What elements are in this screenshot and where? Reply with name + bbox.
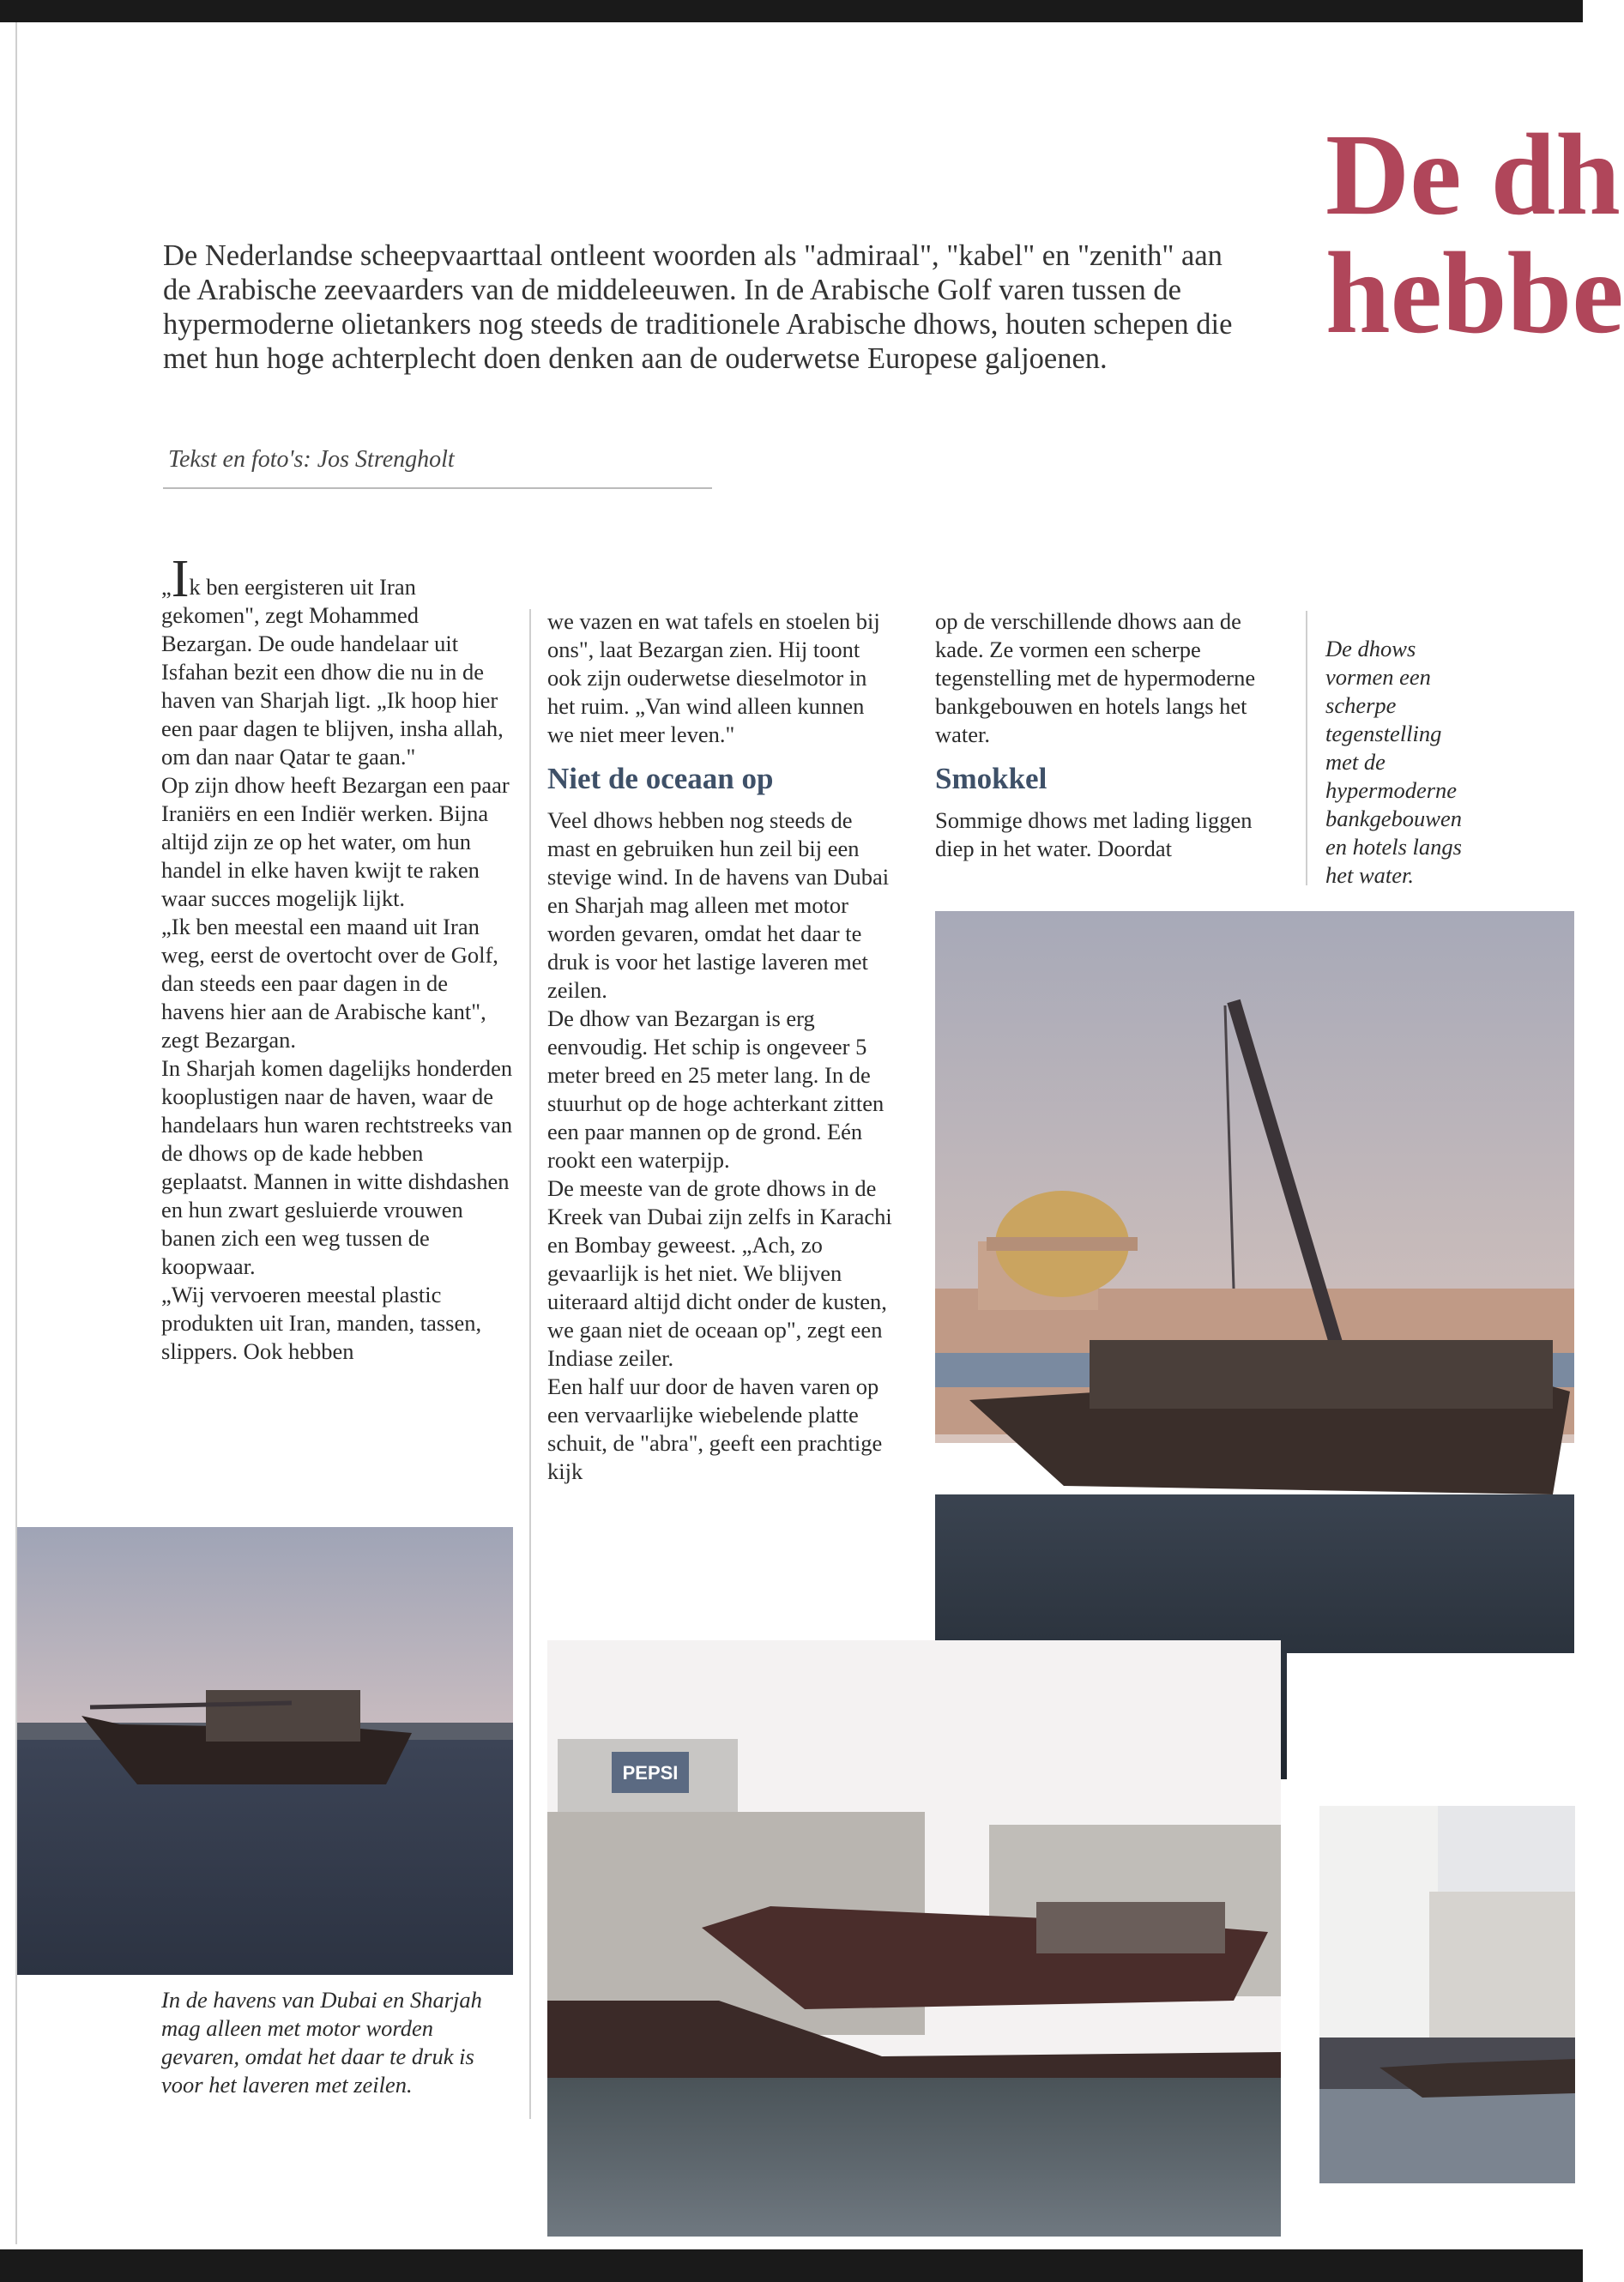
column-1 [161, 550, 515, 1366]
headline-line-2: hebbe [1325, 229, 1624, 358]
paragraph: „Ik ben meestal een maand uit Iran weg, eerst de overtocht over de Golf, dan steeds een paar dagen in de havens hier aan de Arabische kant", zegt Bezargan. [161, 914, 498, 1053]
bottom-border [0, 2249, 1583, 2282]
photo-dhow-sea [17, 1527, 513, 1975]
column-2 [547, 607, 896, 1486]
paragraph: op de verschillende dhows aan de kade. Ze vormen een scherpe tegenstelling met de hypermoderne bankgebouwen en hotels langs het water. [935, 608, 1256, 747]
drop-cap: I [171, 550, 190, 608]
column-3 [935, 607, 1283, 863]
first-paragraph [161, 550, 515, 771]
column-separator [529, 609, 531, 2119]
first-paragraph-text: k ben eergisteren uit Iran gekomen", zegt Mohammed Bezargan. De oude handelaar uit Isfahan bezit een dhow die nu in de haven van Sharjah ligt. „Ik hoop hier een paar dagen te blijven, insha allah, om dan naar Qatar te gaan." [161, 574, 504, 770]
paragraph: we vazen en wat tafels en stoelen bij ons", laat Bezargan zien. Hij toont ook zijn ouderwetse dieselmotor in het ruim. „Van wind alleen kunnen we niet meer leven." [547, 608, 880, 747]
photo-dhows-buildings [547, 1640, 1281, 2237]
photo-hotels-image [1319, 1806, 1575, 2183]
headline-line-1: De dh [1325, 111, 1621, 239]
opening-quote: „ [161, 574, 172, 600]
pepsi-sign-text: PEPSI [622, 1762, 679, 1784]
photo-dhow-sea-image [17, 1527, 513, 1975]
paragraph: Veel dhows hebben nog steeds de mast en gebruiken hun zeil bij een stevige wind. In de havens van Dubai en Sharjah mag alleen met motor worden gevaren, omdat het daar te druk is voor het lastige laveren met zeilen. [547, 807, 890, 1003]
paragraph: De dhow van Bezargan is erg eenvoudig. Het schip is ongeveer 5 meter breed en 25 meter lang. In de stuurhut op de hoge achterkant zitten een paar mannen op de grond. Eén rookt een waterpijp. [547, 1005, 884, 1173]
byline: Tekst en foto's: Jos Strengholt [168, 446, 455, 473]
paragraph: Sommige dhows met lading liggen diep in het water. Doordat [935, 807, 1253, 861]
paragraph: Op zijn dhow heeft Bezargan een paar Iraniërs en een Indiër werken. Bijna altijd zijn ze op het water, om hun handel in elke haven kwijt te raken waar succes mogelijk lijkt. [161, 772, 510, 911]
paragraph: „Wij vervoeren meestal plastic produkten uit Iran, manden, tassen, slippers. Ook hebben [161, 1282, 482, 1364]
paragraph: De meeste van de grote dhows in de Kreek van Dubai zijn zelfs in Karachi en Bombay geweest. „Ach, zo gevaarlijk is het niet. We blijven uiteraard altijd dicht onder de kusten, we gaan niet de oceaan op", zegt een Indiase zeiler. [547, 1175, 892, 1371]
pull-quote-separator [1306, 611, 1307, 885]
paragraph: In Sharjah komen dagelijks honderden kooplustigen naar de haven, waar de handelaars hun waren rechtstreeks van de dhows op de kade hebben geplaatst. Mannen in witte dishdashen en hun zwart gesluierde vrouwen banen zich een weg tussen de koopwaar. [161, 1055, 513, 1279]
top-border [0, 0, 1583, 22]
photo-caption-left: In de havens van Dubai en Sharjah mag alleen met motor worden gevaren, omdat het daar te druk is voor het laveren met zeilen. [161, 1987, 482, 2098]
subhead-niet-de-oceaan-op: Niet de oceaan op [547, 762, 774, 795]
paragraph: Een half uur door de haven varen op een vervaarlijke wiebelende platte schuit, de "abra", geeft een prachtige kijk [547, 1373, 883, 1484]
pull-quote: De dhows vormen een scherpe tegenstelling met de hypermoderne bankgebouwen en hotels langs het water. [1325, 636, 1462, 888]
photo-dhows-buildings-image [547, 1640, 1281, 2237]
headline [1325, 111, 1624, 358]
photo-hotels [1319, 1806, 1575, 2183]
intro-paragraph: De Nederlandse scheepvaarttaal ontleent woorden als "admiraal", "kabel" en "zenith" aan de Arabische zeevaarders van de middeleeuwen. In de Arabische Golf varen tussen de hypermoderne olietankers nog steeds de traditionele Arabische dhows, houten schepen die met hun hoge achterplecht doen denken aan de ouderwetse Europese galjoenen. [163, 239, 1233, 375]
subhead-smokkel: Smokkel [935, 762, 1047, 795]
byline-rule [163, 487, 712, 489]
